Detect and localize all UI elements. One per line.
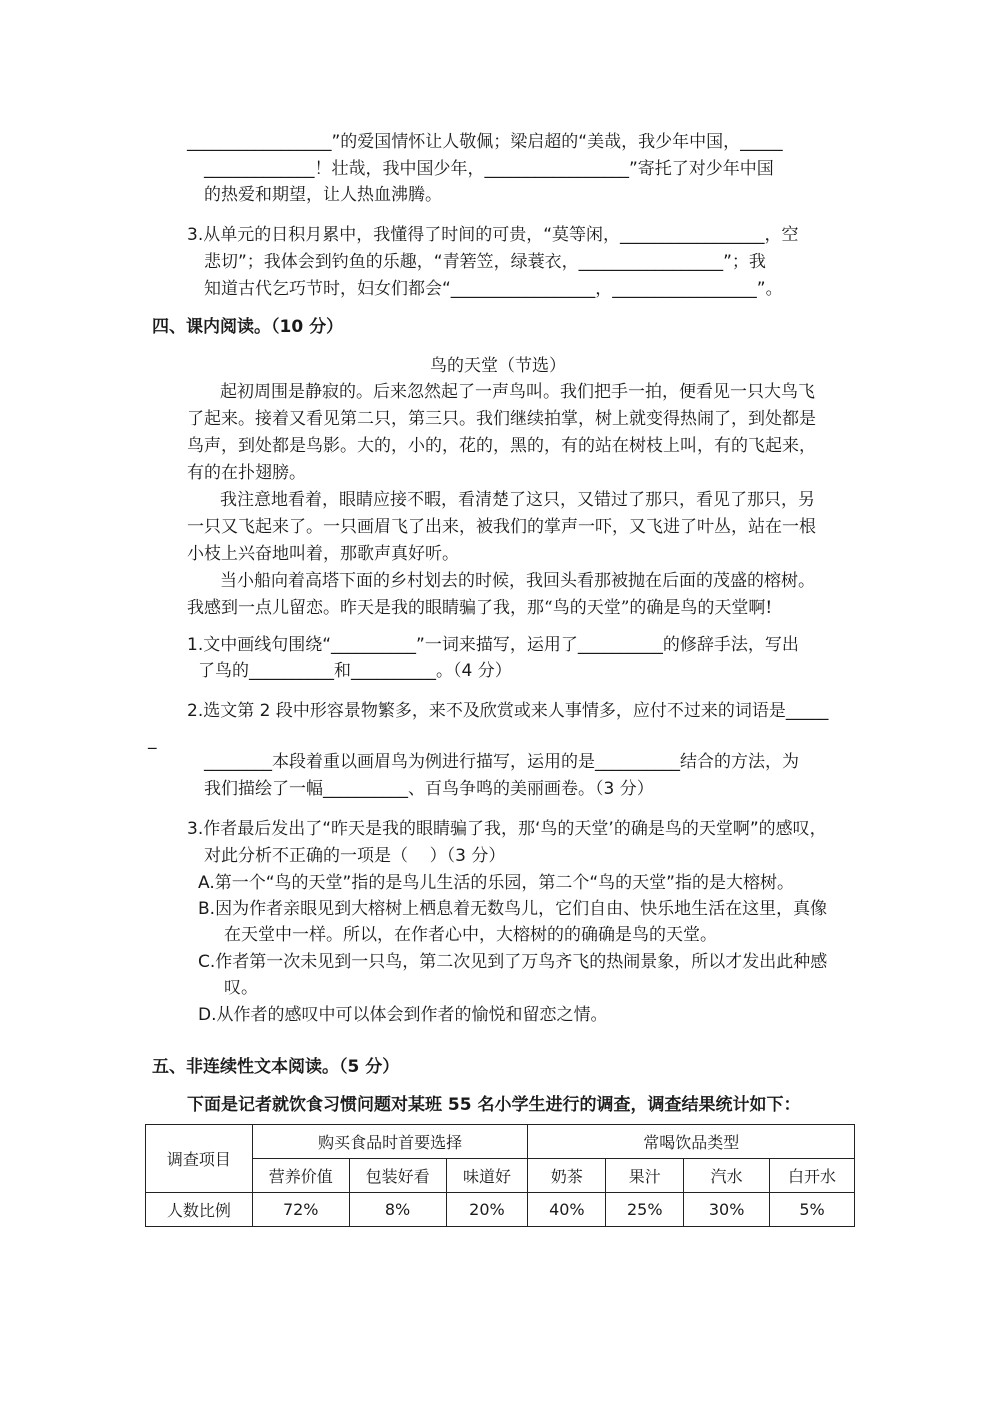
table-row-label: 人数比例 (146, 1193, 253, 1227)
s4-q2-line: 我们描绘了一幅__________、百鸟争鸣的美丽画卷。（3 分） (204, 779, 654, 799)
s4-q1-line: 了鸟的__________和__________。（4 分） (198, 661, 512, 681)
passage-title: 鸟的天堂（节选） (430, 356, 566, 376)
q2-cont-line-1: _________________”的爱国情怀让人敬佩；梁启超的“美哉，我少年中国，_____ (187, 132, 783, 152)
passage-p1-line: 有的在扑翅膀。 (187, 463, 306, 483)
passage-p2-line: 我注意地看着，眼睛应接不暇，看清楚了这只，又错过了那只，看见了那只，另 (220, 490, 815, 510)
table-cell: 40% (528, 1193, 606, 1227)
s4-q3-line: 对此分析不正确的一项是（ ）（3 分） (204, 846, 506, 866)
table-subheader: 味道好 (446, 1159, 528, 1193)
option-c: C.作者第一次未见到一只鸟，第二次见到了万鸟齐飞的热闹景象，所以才发出此种感 (198, 952, 828, 972)
table-cell: 30% (684, 1193, 770, 1227)
s4-q2-line: ________本段着重以画眉鸟为例进行描写，运用的是__________结合的方法，为 (204, 752, 799, 772)
passage-p1-line: 鸟声，到处都是鸟影。大的，小的，花的，黑的，有的站在树枝上叫，有的飞起来， (187, 436, 816, 456)
table-subheader: 包装好看 (349, 1159, 446, 1193)
table-group-food: 购买食品时首要选择 (252, 1125, 528, 1159)
table-subheader: 白开水 (770, 1159, 855, 1193)
table-row (146, 1193, 855, 1227)
passage-p2-line: 小枝上兴奋地叫着，那歌声真好听。 (187, 544, 459, 564)
option-b: B.因为作者亲眼见到大榕树上栖息着无数鸟儿，它们自由、快乐地生活在这里，真像 (198, 899, 828, 919)
passage-p3-line: 当小船向着高塔下面的乡村划去的时候，我回头看那被抛在后面的茂盛的榕树。 (220, 571, 815, 591)
table-subheader: 奶茶 (528, 1159, 606, 1193)
survey-intro: 下面是记者就饮食习惯问题对某班 55 名小学生进行的调查，调查结果统计如下： (187, 1095, 801, 1115)
table-cell: 8% (349, 1193, 446, 1227)
table-cell: 25% (606, 1193, 684, 1227)
table-cell: 5% (770, 1193, 855, 1227)
table-cell: 20% (446, 1193, 528, 1227)
passage-p3-line: 我感到一点儿留恋。昨天是我的眼睛骗了我，那“鸟的天堂”的确是鸟的天堂啊! (187, 598, 773, 618)
option-b-cont: 在天堂中一样。所以，在作者心中，大榕树的的确确是鸟的天堂。 (224, 925, 717, 945)
q3-line-3: 知道古代乞巧节时，妇女们都会“_________________，_________________”。 (204, 279, 783, 299)
passage-p1-line: 起初周围是静寂的。后来忽然起了一声鸟叫。我们把手一拍，便看见一只大鸟飞 (220, 382, 815, 402)
s4-q1-line: 1.文中画线句围绕“__________”一词来描写，运用了__________的修辞手法，写出 (187, 635, 799, 655)
survey-table (145, 1124, 855, 1227)
q3-line-1: 3.从单元的日积月累中，我懂得了时间的可贵，“莫等闲，_________________，空 (187, 225, 799, 245)
table-subheader-row (146, 1159, 855, 1193)
q2-cont-line-3: 的热爱和期望，让人热血沸腾。 (204, 185, 442, 205)
table-subheader: 汽水 (684, 1159, 770, 1193)
s4-q2-line: 2.选文第 2 段中形容景物繁多，来不及欣赏或来人事情多，应付不过来的词语是_____ (187, 701, 829, 721)
table-group-drink: 常喝饮品类型 (528, 1125, 855, 1159)
option-a: A.第一个“鸟的天堂”指的是鸟儿生活的乐园，第二个“鸟的天堂”指的是大榕树。 (198, 873, 794, 893)
table-header-row (146, 1125, 855, 1159)
option-c-cont: 叹。 (224, 978, 258, 998)
table-subheader: 营养价值 (252, 1159, 349, 1193)
s4-q3-line: 3.作者最后发出了“昨天是我的眼睛骗了我，那‘鸟的天堂’的确是鸟的天堂啊”的感叹， (187, 819, 827, 839)
s4-q2-line: _ (148, 730, 157, 750)
passage-p2-line: 一只又飞起来了。一只画眉飞了出来，被我们的掌声一吓，又飞进了叶丛，站在一根 (187, 517, 816, 537)
table-subheader: 果汁 (606, 1159, 684, 1193)
passage-p1-line: 了起来。接着又看见第二只，第三只。我们继续拍掌，树上就变得热闹了，到处都是 (187, 409, 816, 429)
option-d: D.从作者的感叹中可以体会到作者的愉悦和留恋之情。 (198, 1005, 608, 1025)
section-5-heading: 五、非连续性文本阅读。（5 分） (152, 1057, 400, 1077)
table-item-header: 调查项目 (146, 1125, 253, 1193)
q3-line-2: 悲切”；我体会到钓鱼的乐趣，“青箬笠，绿蓑衣，_________________”；我 (204, 252, 766, 272)
q2-cont-line-2: _____________！壮哉，我中国少年，_________________”寄托了对少年中国 (204, 159, 774, 179)
section-4-heading: 四、课内阅读。（10 分） (152, 317, 344, 337)
table-cell: 72% (252, 1193, 349, 1227)
